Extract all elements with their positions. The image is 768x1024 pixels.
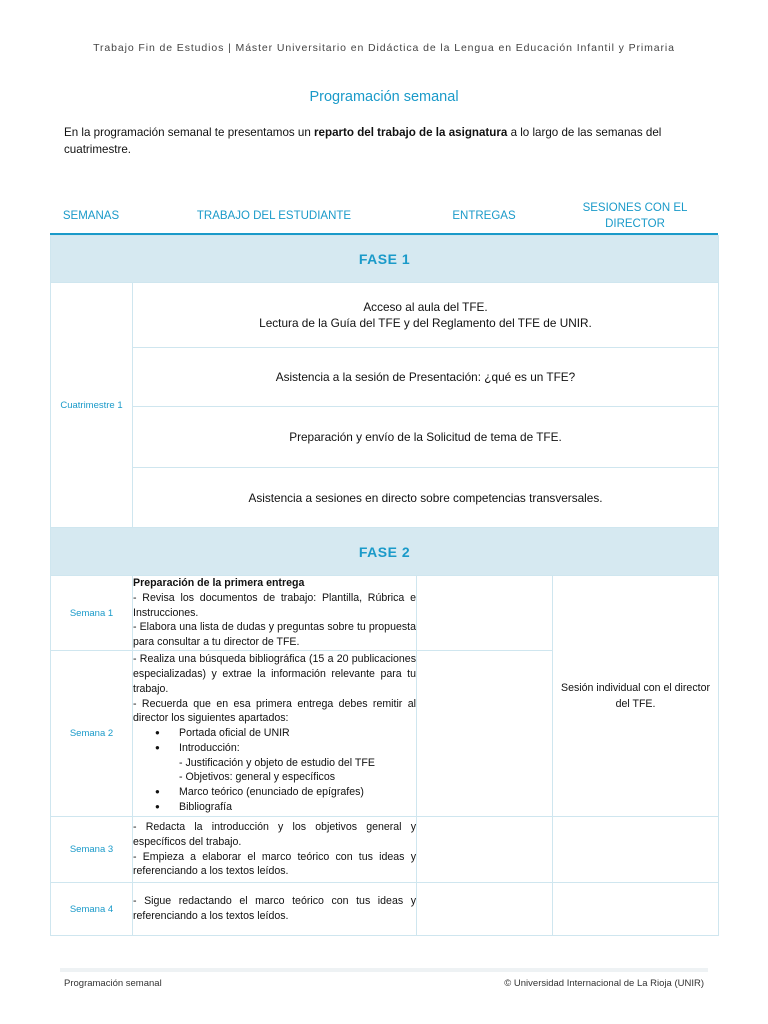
footer-copyright: © Universidad Internacional de La Rioja (UNIR) [504, 978, 704, 989]
fase-1-header: FASE 1 [51, 236, 719, 283]
fase-1-task-1-line-1: Acceso al aula del TFE. [363, 300, 488, 314]
fase-1-task-1-line-2: Lectura de la Guía del TFE y del Reglamento del TFE de UNIR. [259, 316, 592, 330]
entregas-cell [417, 651, 553, 817]
semana-4-task [133, 883, 417, 936]
programacion-table [50, 235, 719, 936]
intro-paragraph [64, 124, 714, 158]
fase-1-task: Asistencia a sesiones en directo sobre competencias transversales. [133, 468, 719, 528]
sesion-individual-cell: Sesión individual con el director del TFE. [553, 576, 719, 817]
page-header: Trabajo Fin de Estudios | Máster Universitario en Didáctica de la Lengua en Educación Infantil y Primaria [93, 42, 675, 54]
entregas-cell [417, 576, 553, 651]
sesiones-cell [553, 817, 719, 883]
task-line: - Realiza una búsqueda bibliográfica (15 a 20 publicaciones especializadas) y extrae la información relevante para tu trabajo. [133, 653, 416, 695]
column-header-entregas: ENTREGAS [452, 210, 516, 222]
list-item: ● Introducción: [179, 741, 416, 756]
intro-text-after: a lo largo de las semanas del cuatrimestre. [64, 126, 662, 156]
fase-1-task: Preparación y envío de la Solicitud de tema de TFE. [133, 407, 719, 468]
column-header-trabajo: TRABAJO DEL ESTUDIANTE [196, 210, 352, 222]
task-line: - Elabora una lista de dudas y preguntas sobre tu propuesta para consultar a tu director de TFE. [133, 621, 416, 649]
task-line: - Recuerda que en esa primera entrega debes remitir al director los siguientes apartados: [133, 697, 416, 725]
task-line: - Revisa los documentos de trabajo: Plantilla, Rúbrica e Instrucciones. [133, 591, 416, 619]
sub-item: - Objetivos: general y específicos [179, 771, 336, 784]
column-header-semanas: SEMANAS [62, 210, 120, 222]
intro-text-before: En la programación semanal te presentamos un [64, 126, 315, 139]
task-line: - Empieza a elaborar el marco teórico con tus ideas y referenciando a los textos leídos. [133, 850, 416, 878]
sesiones-cell [553, 883, 719, 936]
task-line: - Redacta la introducción y los objetivos general y específicos del trabajo. [133, 820, 416, 848]
list-item: ● Marco teórico (enunciado de epígrafes) [179, 785, 416, 800]
sub-item: - Justificación y objeto de estudio del TFE [179, 756, 375, 769]
fase-2-header: FASE 2 [51, 528, 719, 576]
list-item: ● Bibliografía [179, 800, 416, 815]
apartados-list [133, 726, 416, 756]
semana-label: Semana 2 [51, 651, 133, 817]
footer-section-name: Programación semanal [64, 978, 162, 989]
list-item: ● Portada oficial de UNIR [179, 726, 416, 741]
cuatrimestre-label: Cuatrimestre 1 [51, 283, 133, 528]
semana-label: Semana 4 [51, 883, 133, 936]
entregas-cell [417, 883, 553, 936]
fase-1-task: Asistencia a la sesión de Presentación: ¿qué es un TFE? [133, 348, 719, 407]
fase-1-task [133, 283, 719, 348]
column-headers [50, 198, 718, 234]
page-title: Programación semanal [309, 89, 459, 105]
semana-1-task [133, 576, 417, 651]
apartados-list [133, 785, 416, 815]
intro-text-bold: reparto del trabajo de la asignatura [314, 126, 508, 139]
semana-label: Semana 1 [51, 576, 133, 651]
semana-label: Semana 3 [51, 817, 133, 883]
footer-divider [60, 968, 708, 972]
semana-3-task [133, 817, 417, 883]
semana-2-task [133, 651, 417, 817]
column-header-sesiones: SESIONES CON EL DIRECTOR [582, 202, 688, 230]
entregas-cell [417, 817, 553, 883]
semana-1-title: Preparación de la primera entrega [133, 577, 305, 589]
task-line: - Sigue redactando el marco teórico con tus ideas y referenciando a los textos leídos. [133, 895, 416, 922]
